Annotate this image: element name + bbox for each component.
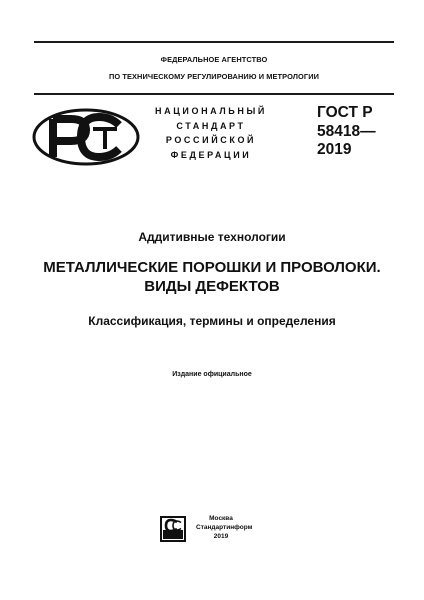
standard-type-line: ФЕДЕРАЦИИ xyxy=(170,149,252,160)
edition-note: Издание официальное xyxy=(172,371,252,378)
document-subtitle: Классификация, термины и определения xyxy=(88,314,336,328)
agency-name-line-2: ПО ТЕХНИЧЕСКОМУ РЕГУЛИРОВАНИЮ И МЕТРОЛОГИИ xyxy=(108,72,320,81)
publisher-info xyxy=(196,514,253,541)
document-title xyxy=(0,258,424,296)
standartinform-logo-icon xyxy=(160,516,186,542)
document-title-line: ВИДЫ ДЕФЕКТОВ xyxy=(144,278,280,295)
rst-emblem-icon xyxy=(31,107,141,167)
top-rule xyxy=(34,41,394,43)
gost-designation-line: ГОСТ Р xyxy=(317,104,373,121)
publisher-name: Стандартинформ xyxy=(196,524,253,531)
header-divider-rule xyxy=(34,93,394,95)
standard-type-line: РОССИЙСКОЙ xyxy=(165,135,257,145)
standard-type-label xyxy=(146,104,276,162)
standard-type-line: СТАНДАРТ xyxy=(176,120,246,131)
publisher-city: Москва xyxy=(209,515,233,522)
agency-name-line-1: ФЕДЕРАЛЬНОЕ АГЕНТСТВО xyxy=(160,55,268,64)
series-title: Аддитивные технологии xyxy=(138,230,286,244)
document-title-line: МЕТАЛЛИЧЕСКИЕ ПОРОШКИ И ПРОВОЛОКИ. xyxy=(43,259,381,276)
gost-designation xyxy=(317,104,376,160)
gost-designation-line: 2019 xyxy=(317,141,352,158)
publication-year: 2019 xyxy=(213,533,229,540)
gost-designation-line: 58418— xyxy=(317,122,376,140)
standard-type-line: НАЦИОНАЛЬНЫЙ xyxy=(155,106,267,116)
